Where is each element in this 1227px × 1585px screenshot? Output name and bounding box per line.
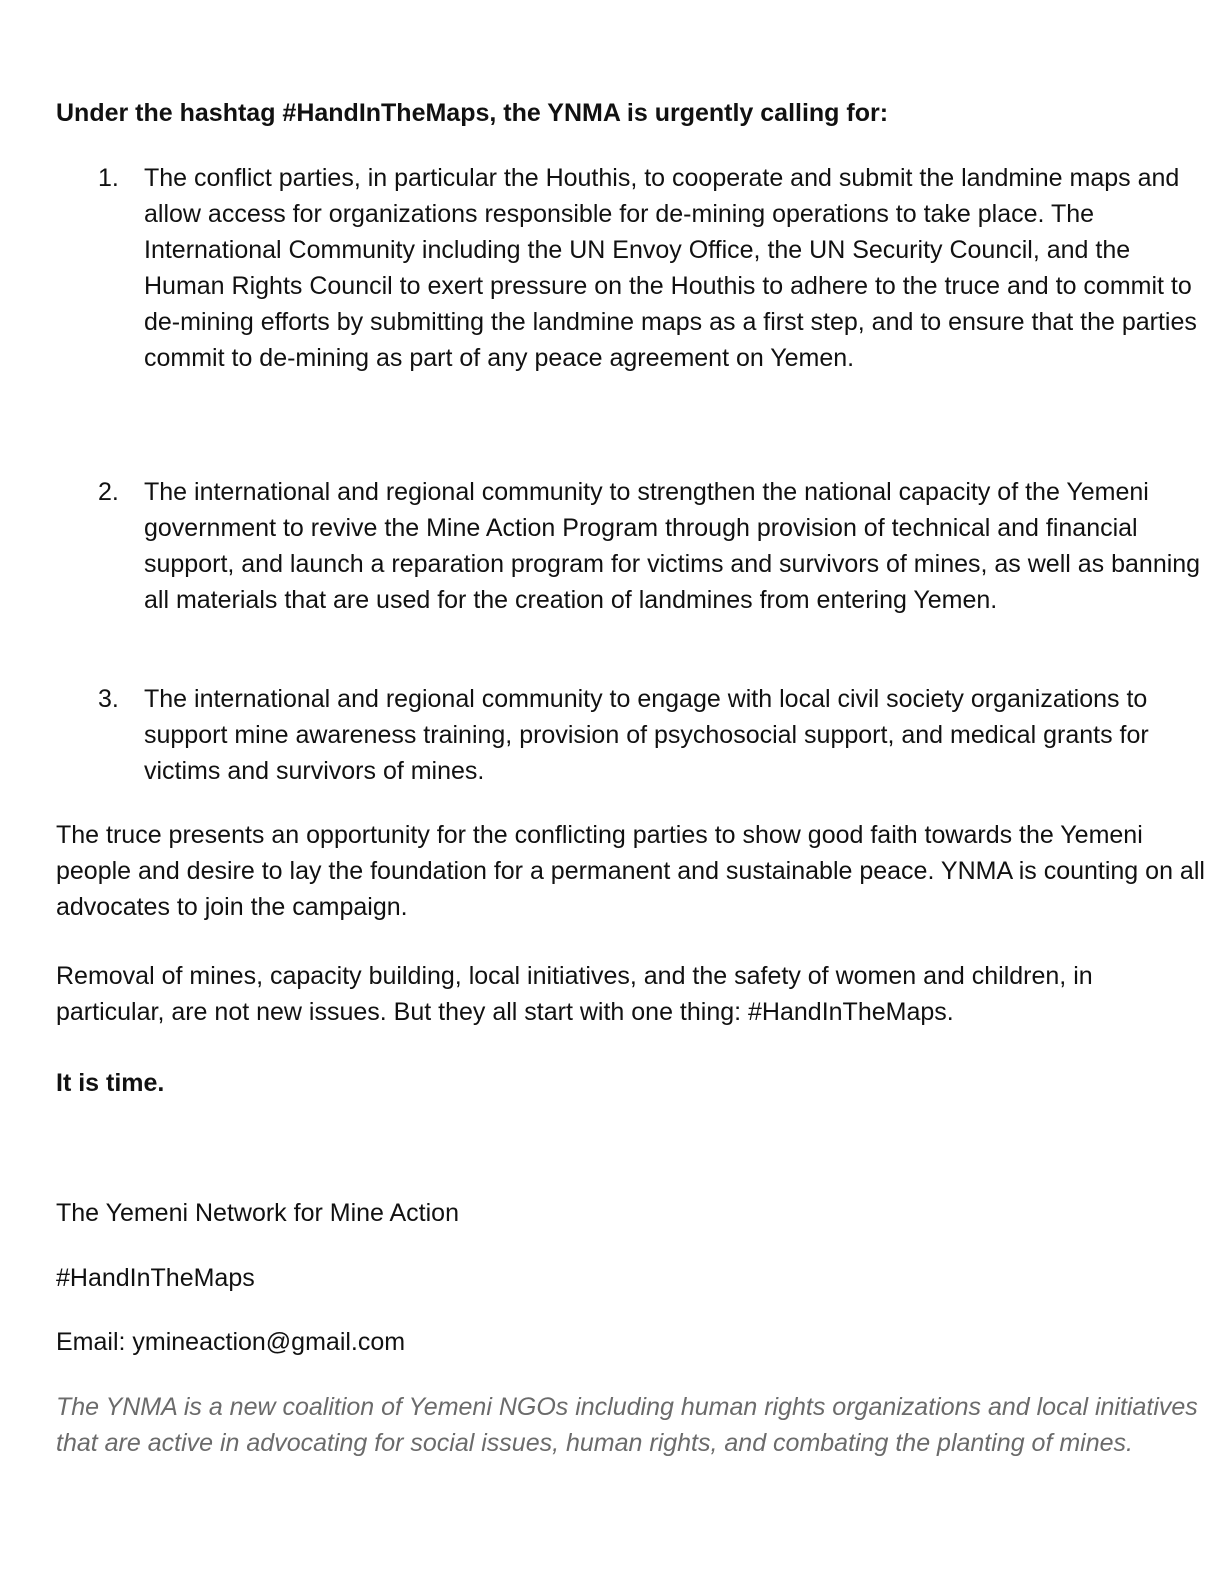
list-text-3: The international and regional community to engage with local civil society organizations to support mine awareness training, provision of psychosocial support, and medical grants for victims and survivors of mines. (144, 685, 1149, 785)
list-number-3: 3. (98, 685, 119, 713)
list-item-2 (98, 474, 1212, 618)
footnote: The YNMA is a new coalition of Yemeni NGOs including human rights organizations and local initiatives that are active in advocating for social issues, human rights, and combating the planting of mines. (56, 1393, 1198, 1457)
list-number-2: 2. (98, 478, 119, 506)
email-line: Email: ymineaction@gmail.com (56, 1328, 406, 1356)
closing-statement: It is time. (56, 1069, 165, 1097)
list-item-1 (98, 160, 1212, 376)
list-text-1: The conflict parties, in particular the Houthis, to cooperate and submit the landmine maps and allow access for organizations responsible for de-mining operations to take place. The International Community including the UN Envoy Office, the UN Security Council, and the Human Rights Council to exert pressure on the Houthis to adhere to the truce and to commit to de-mining efforts by submitting the landmine maps as a first step, and to ensure that the parties commit to de-mining as part of any peace agreement on Yemen. (144, 164, 1197, 372)
list-number-1: 1. (98, 164, 119, 192)
heading: Under the hashtag #HandInTheMaps, the YNMA is urgently calling for: (56, 99, 889, 127)
list-text-2: The international and regional community to strengthen the national capacity of the Yemeni government to revive the Mine Action Program through provision of technical and financial support, and launch a reparation program for victims and survivors of mines, as well as banning all materials that are used for the creation of landmines from entering Yemen. (144, 478, 1201, 614)
paragraph-removal: Removal of mines, capacity building, local initiatives, and the safety of women and children, in particular, are not new issues. But they all start with one thing: #HandInTheMaps. (56, 962, 1093, 1026)
list-item-3 (98, 681, 1212, 789)
hashtag: #HandInTheMaps (56, 1264, 255, 1292)
paragraph-truce: The truce presents an opportunity for the conflicting parties to show good faith towards the Yemeni people and desire to lay the foundation for a permanent and sustainable peace. YNMA is counting on all advocates to join the campaign. (56, 821, 1205, 921)
signature: The Yemeni Network for Mine Action (56, 1199, 459, 1227)
